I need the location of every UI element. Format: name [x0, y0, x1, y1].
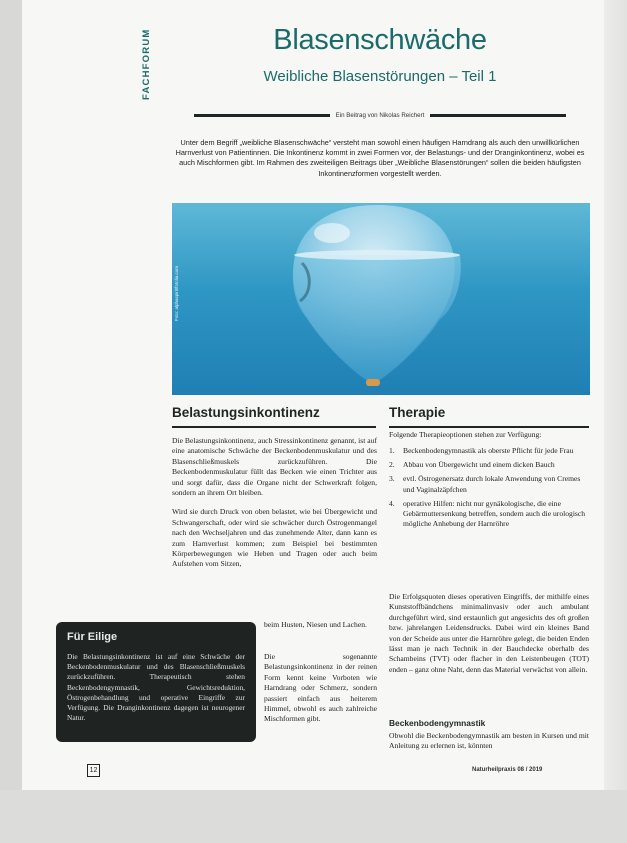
- article-subtitle: Weibliche Blasenstörungen – Teil 1: [263, 68, 497, 85]
- list-number: 3.: [389, 474, 395, 484]
- left-column-text-narrow-2: Die sogenannte Belastungsinkontinenz in der reinen Form kennt keine Vorboten wie Harndrang oder Schmerz, sondern passiert einfach aus heiterem Himmel, obwohl es auch zahlreiche Mischformen gibt.: [264, 652, 377, 724]
- page-number: 12: [87, 764, 100, 777]
- article-title: Blasenschwäche: [273, 24, 487, 56]
- list-text: Abbau von Übergewicht und einem dicken Bauch: [403, 460, 555, 470]
- subheading-beckenbodengymnastik: Beckenbodengymnastik: [389, 718, 486, 728]
- heading-therapie: Therapie: [389, 405, 446, 420]
- intro-text: Unter dem Begriff „weibliche Blasenschwäche“ versteht man sowohl einen häufigen Harndrang als auch den unwillkürlichen Harnverlust von Patientinnen. Die Inkontinenz kommt in zwei Formen vor, der Belastungs- und der Dranginkontinenz, wobei es auch Mischformen gibt. Im Rahmen des zweiteiligen Beitrags über „Weibliche Blasenstörungen“ sollen die beiden häufigsten Inkontinenzformen vorgestellt werden.: [175, 138, 585, 178]
- heading-rule-right: [389, 426, 589, 428]
- therapy-lead: Folgende Therapieoptionen stehen zur Verfügung:: [389, 430, 542, 439]
- heading-belastungsinkontinenz: Belastungsinkontinenz: [172, 405, 320, 420]
- list-number: 1.: [389, 446, 395, 455]
- fuer-eilige-box: [56, 622, 256, 742]
- byline: Ein Beitrag von Nikolas Reichert: [335, 111, 425, 119]
- page-edge: [604, 0, 627, 843]
- left-column-text: [172, 436, 377, 570]
- photo-credit: Foto: alphaspirit/fotolia.com: [174, 265, 179, 321]
- list-text: evtl. Östrogenersatz durch lokale Anwendung von Cremes und Vaginalzäpfchen: [403, 474, 581, 494]
- scan-bottom: [0, 790, 627, 843]
- section-tag: FACHFORUM: [141, 28, 152, 100]
- list-item: [389, 460, 589, 470]
- list-item: [389, 474, 589, 494]
- list-item: [389, 499, 589, 530]
- balloon-illustration: [172, 203, 590, 395]
- left-column-text-narrow: beim Husten, Niesen und Lachen.: [264, 620, 367, 629]
- list-number: 4.: [389, 498, 395, 508]
- heading-rule-left: [172, 426, 376, 428]
- box-text: Die Belastungsinkontinenz ist auf eine Schwäche der Beckenbodenmuskulatur und des Blasenschließmuskels zurückzuführen. Therapeutisch stehen Beckenbodengymnastik, Gewichtsreduktion, Östrogenbehandlung und operative Eingriffe zur Verfügung. Die Dranginkontinenz dagegen ist neurogener Natur.: [67, 652, 245, 723]
- box-title: Für Eilige: [67, 631, 118, 643]
- footer-issue: Naturheilpraxis 08 / 2019: [472, 767, 543, 773]
- byline-rule-left: [194, 114, 330, 117]
- list-text: operative Hilfen: nicht nur gynäkologische, die eine Gebärmuttersenkung betreffen, sondern auch die urologisch mögliche Anhebung der Harnröhre: [403, 498, 586, 529]
- therapy-paragraph: Die Erfolgsquoten dieses operativen Eingriffs, der mithilfe eines Kunststoffbändchens minimalinvasiv oder auch ambulant durchgeführt wird, sind erstaunlich gut angesichts des oft großen bzw. jahrelangen Leidensdrucks. Dabei wird ein kleines Band von der Scheide aus unter die Harnröhre gelegt, die beiden Enden lässt man je nach Technik in der Bauchdecke oberhalb des Schambeins (TVT) oder flacher in den Leistenbeugen (TOT) enden – ganz ohne Naht, denn das Material verwächst von allein.: [389, 592, 589, 674]
- byline-bar: [194, 110, 566, 120]
- paragraph: Die Belastungsinkontinenz, auch Stressinkontinenz genannt, ist auf eine anatomische Schwäche der Beckenbodenmuskulatur und des Blasenschließmuskels zurückzuführen. Die Beckenbodenmuskulatur füllt das Becken wie einen Trichter aus und sorgt dafür, dass die Organe nicht der Schwerkraft folgen, sondern an ihrem Ort bleiben.: [172, 436, 377, 498]
- byline-rule-right: [430, 114, 566, 117]
- list-number: 2.: [389, 460, 395, 470]
- list-text: Beckenbodengymnastik als oberste Pflicht für jede Frau: [403, 446, 574, 455]
- paragraph: Wird sie durch Druck von oben belastet, wie bei Übergewicht und Schwangerschaft, oder wird sie schwächer durch Östrogenmangel nach den Wechseljahren und das zunehmende Alter, dann kann es zum Harnverlust kommen; zum Beispiel bei bestimmten Körperbewegungen wie Heben und Tragen oder auch beim Aufstehen vom Sitzen,: [172, 507, 377, 569]
- therapy-paragraph-last: Obwohl die Beckenbodengymnastik am besten in Kursen und mit Anleitung zu erlernen ist, könnten: [389, 731, 589, 751]
- therapy-list: [389, 446, 589, 533]
- balloon-photo: [172, 203, 590, 395]
- list-item: [389, 446, 589, 456]
